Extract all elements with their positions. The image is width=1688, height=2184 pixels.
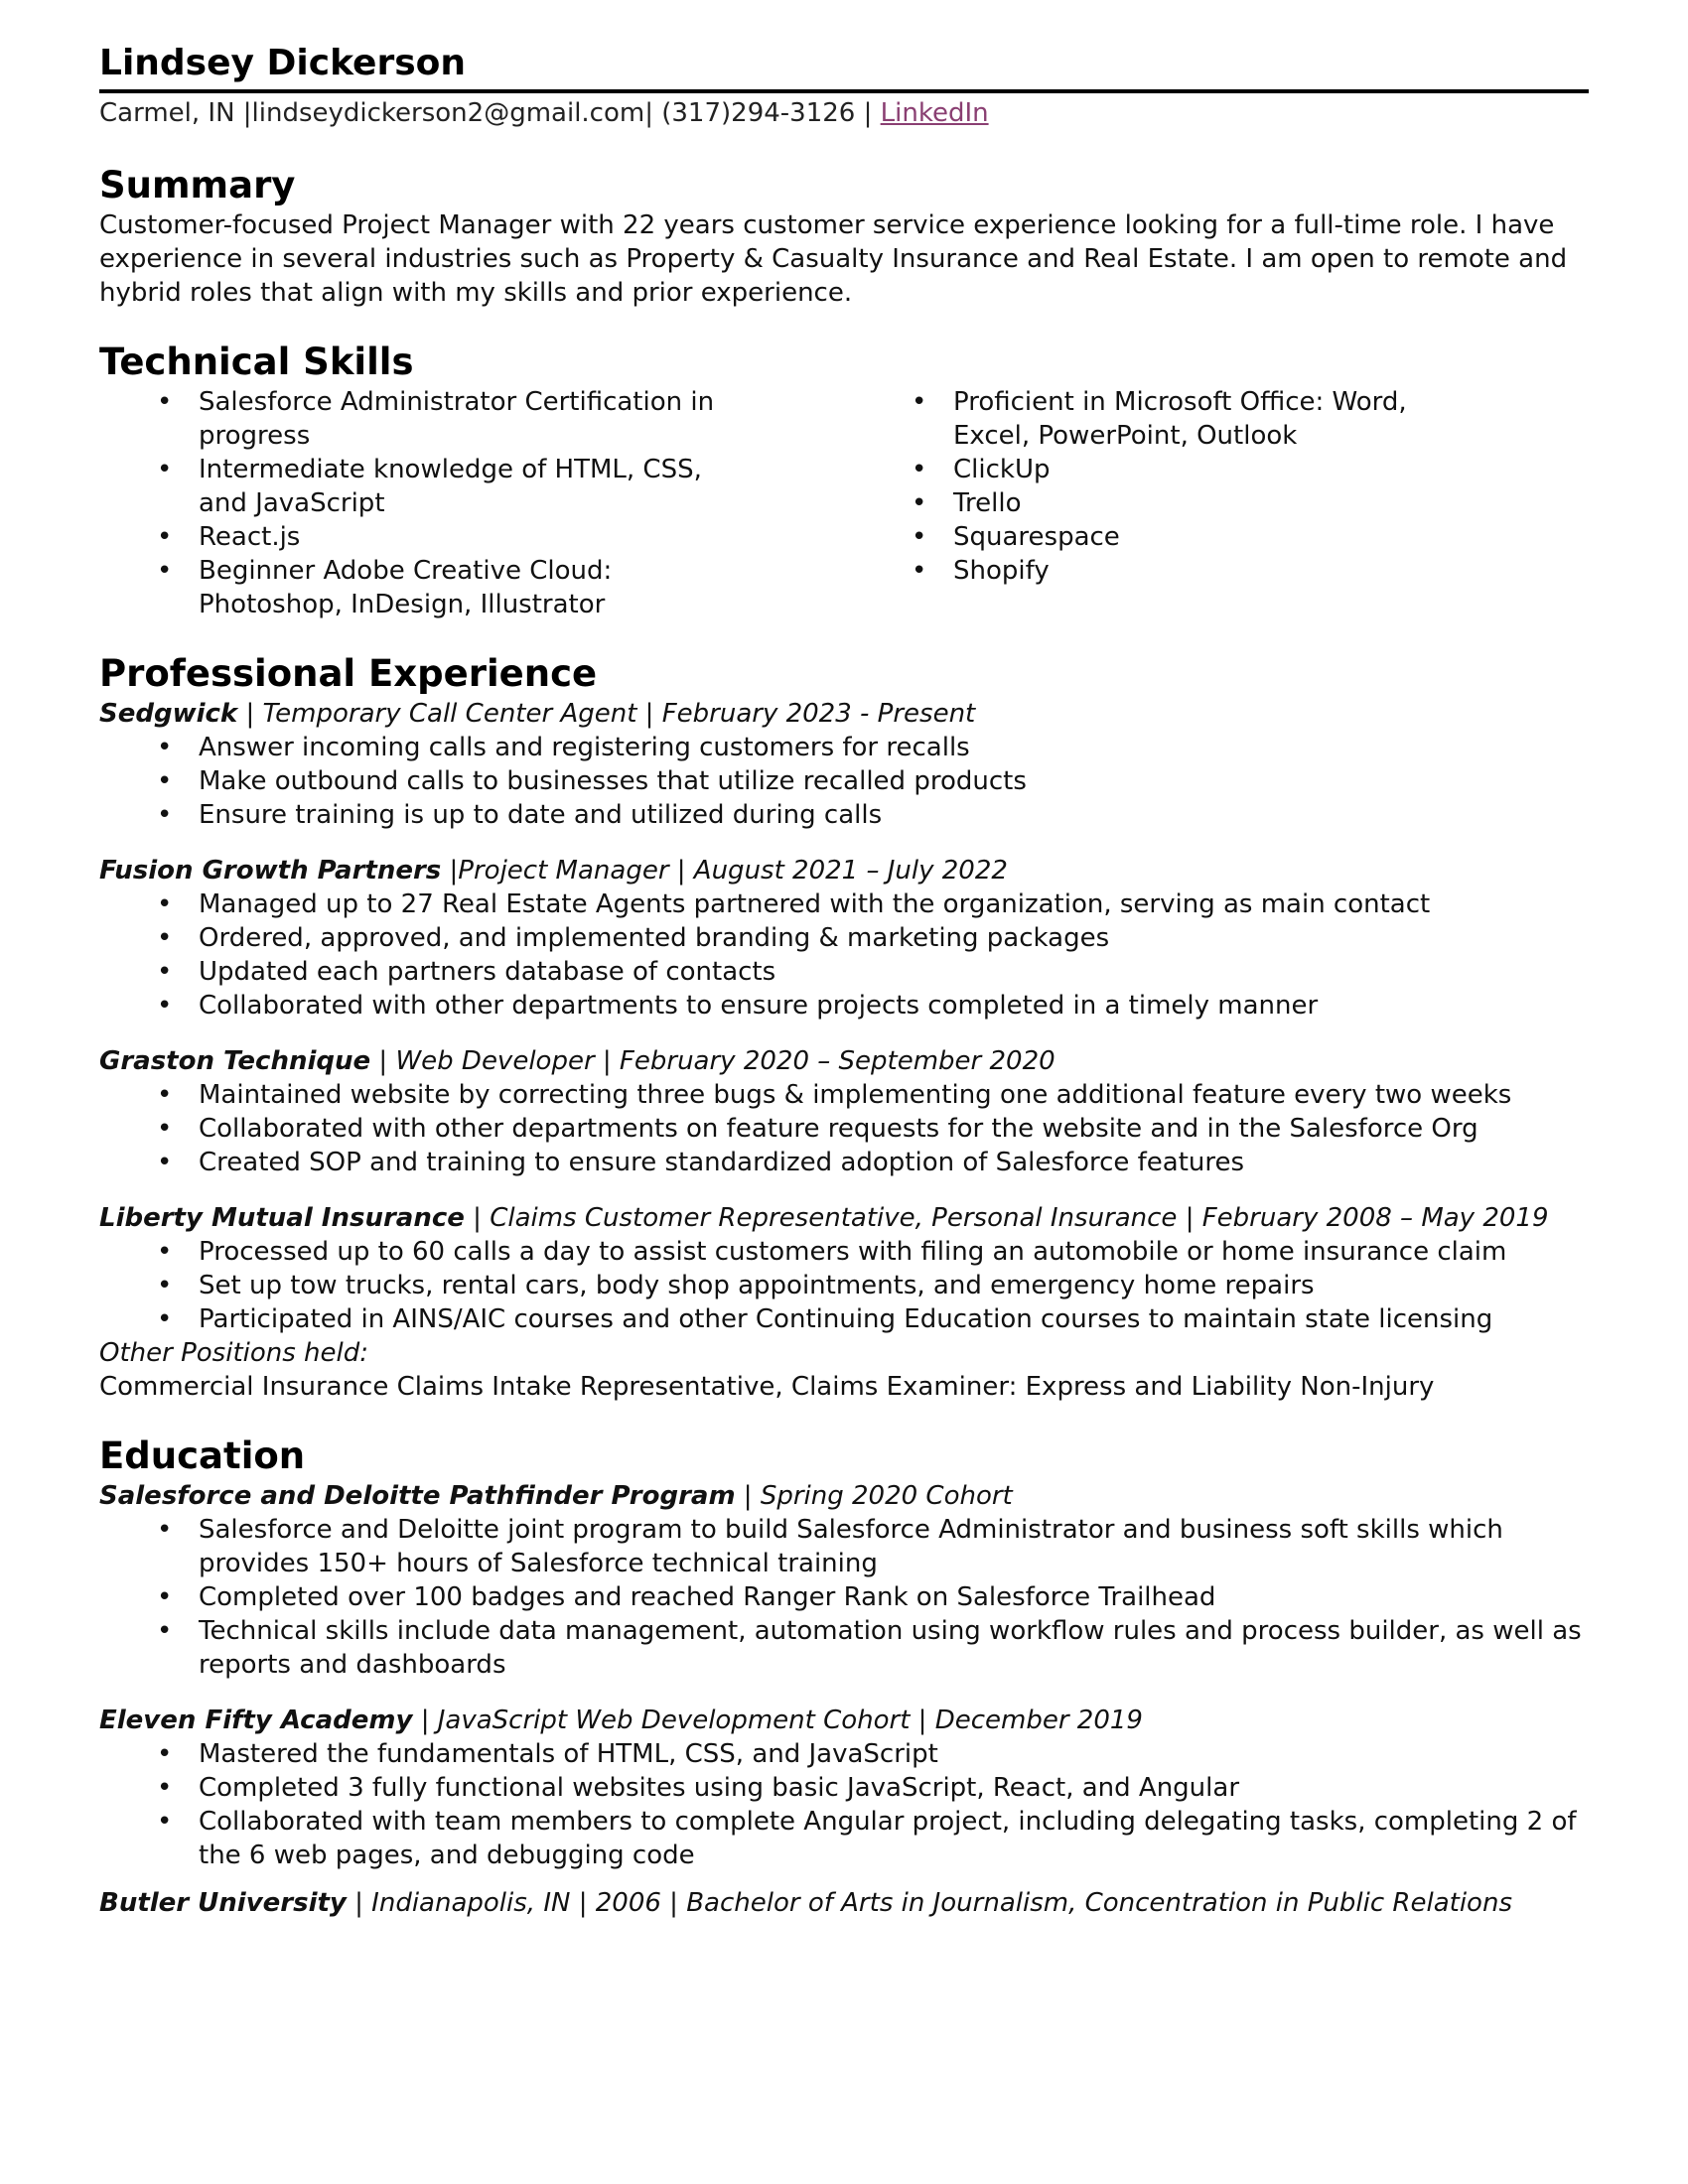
school-org: Salesforce and Deloitte Pathfinder Program [99, 1481, 736, 1511]
job-header [99, 854, 1589, 887]
job-bullet: • Answer incoming calls and registering customers for recalls [99, 731, 1589, 764]
job-bullet: • Collaborated with other departments to ensure projects completed in a timely manner [99, 989, 1589, 1023]
contact-line [99, 93, 1589, 133]
job-bullets [99, 1078, 1589, 1179]
job-bullet: • Collaborated with other departments on feature requests for the website and in the Salesforce Org [99, 1112, 1589, 1146]
skill-item: • Squarespace [854, 520, 1609, 554]
school-bullet: • Technical skills include data management, automation using workflow rules and process builder, as well as reports and dashboards [99, 1614, 1589, 1682]
school-org: Eleven Fifty Academy [99, 1706, 413, 1735]
experience-heading: Professional Experience [99, 652, 598, 695]
job-header [99, 1044, 1589, 1078]
other-positions-label: Other Positions held: [99, 1338, 369, 1368]
other-positions-text: Commercial Insurance Claims Intake Representative, Claims Examiner: Express and Liability Non-Injury [99, 1372, 1435, 1402]
school-bullets [99, 1737, 1589, 1872]
school-bullet: • Completed 3 fully functional websites using basic JavaScript, React, and Angular [99, 1771, 1589, 1805]
school-org: Butler University [99, 1888, 347, 1918]
job-org: Sedgwick [99, 699, 238, 729]
school-header [99, 1886, 1589, 1920]
job-org: Liberty Mutual Insurance [99, 1203, 465, 1233]
skills-right-list [854, 385, 1609, 621]
school-bullet: • Collaborated with team members to complete Angular project, including delegating tasks, completing 2 of the 6 web pages, and debugging code [99, 1805, 1589, 1872]
linkedin-link[interactable]: LinkedIn [880, 98, 989, 128]
job-bullet: • Ensure training is up to date and utilized during calls [99, 798, 1589, 832]
school-details: | Indianapolis, IN | 2006 | Bachelor of Arts in Journalism, Concentration in Public Relations [346, 1888, 1512, 1918]
job-bullet: • Updated each partners database of contacts [99, 955, 1589, 989]
school-bullet: • Mastered the fundamentals of HTML, CSS, and JavaScript [99, 1737, 1589, 1771]
job-details: | Claims Customer Representative, Personal Insurance | February 2008 – May 2019 [464, 1203, 1549, 1233]
candidate-name: Lindsey Dickerson [99, 43, 467, 83]
skill-item: • React.js [99, 520, 854, 554]
school-header [99, 1479, 1589, 1513]
job-bullet: • Processed up to 60 calls a day to assist customers with filing an automobile or home insurance claim [99, 1235, 1589, 1269]
job-bullet: • Make outbound calls to businesses that utilize recalled products [99, 764, 1589, 798]
job-bullet: • Participated in AINS/AIC courses and other Continuing Education courses to maintain state licensing [99, 1302, 1589, 1336]
skills-columns [99, 385, 1609, 621]
skill-item: • Shopify [854, 554, 1609, 588]
job-header [99, 1201, 1589, 1235]
summary-heading: Summary [99, 164, 296, 206]
job-bullets [99, 887, 1589, 1023]
job-bullet: • Maintained website by correcting three bugs & implementing one additional feature every two weeks [99, 1078, 1589, 1112]
skills-heading: Technical Skills [99, 341, 414, 383]
job-bullets [99, 731, 1589, 832]
skill-item: • Proficient in Microsoft Office: Word, Excel, PowerPoint, Outlook [854, 385, 1609, 453]
job-details: | Temporary Call Center Agent | February 2023 - Present [237, 699, 976, 729]
contact-text: Carmel, IN |lindseydickerson2@gmail.com| (317)294-3126 | [99, 98, 881, 128]
job-details: |Project Manager | August 2021 – July 2022 [441, 856, 1008, 886]
job-org: Graston Technique [99, 1046, 371, 1076]
job-details: | Web Developer | February 2020 – September 2020 [370, 1046, 1055, 1076]
job-bullet: • Created SOP and training to ensure standardized adoption of Salesforce features [99, 1146, 1589, 1179]
summary-text: Customer-focused Project Manager with 22 years customer service experience looking for a full-time role. I have experience in several industries such as Property & Casualty Insurance and Real Estate. I am open to remote and hybrid roles that align with my skills and prior experience. [99, 210, 1568, 308]
skills-left-list [99, 385, 854, 621]
school-details: | JavaScript Web Development Cohort | December 2019 [412, 1706, 1143, 1735]
job-org: Fusion Growth Partners [99, 856, 442, 886]
job-bullet: • Set up tow trucks, rental cars, body shop appointments, and emergency home repairs [99, 1269, 1589, 1302]
job-bullet: • Managed up to 27 Real Estate Agents partnered with the organization, serving as main contact [99, 887, 1589, 921]
education-heading: Education [99, 1434, 306, 1477]
skill-item: • ClickUp [854, 453, 1609, 486]
school-bullet: • Salesforce and Deloitte joint program to build Salesforce Administrator and business soft skills which provides 150+ hours of Salesforce technical training [99, 1513, 1589, 1580]
school-bullet: • Completed over 100 badges and reached Ranger Rank on Salesforce Trailhead [99, 1580, 1589, 1614]
school-header [99, 1704, 1589, 1737]
skill-item: • Intermediate knowledge of HTML, CSS, and JavaScript [99, 453, 854, 520]
school-details: | Spring 2020 Cohort [735, 1481, 1013, 1511]
skill-item: • Salesforce Administrator Certification in progress [99, 385, 854, 453]
job-bullet: • Ordered, approved, and implemented branding & marketing packages [99, 921, 1589, 955]
school-bullets [99, 1513, 1589, 1682]
job-bullets [99, 1235, 1589, 1336]
skill-item: • Trello [854, 486, 1609, 520]
job-header [99, 697, 1589, 731]
skill-item: • Beginner Adobe Creative Cloud: Photoshop, InDesign, Illustrator [99, 554, 854, 621]
